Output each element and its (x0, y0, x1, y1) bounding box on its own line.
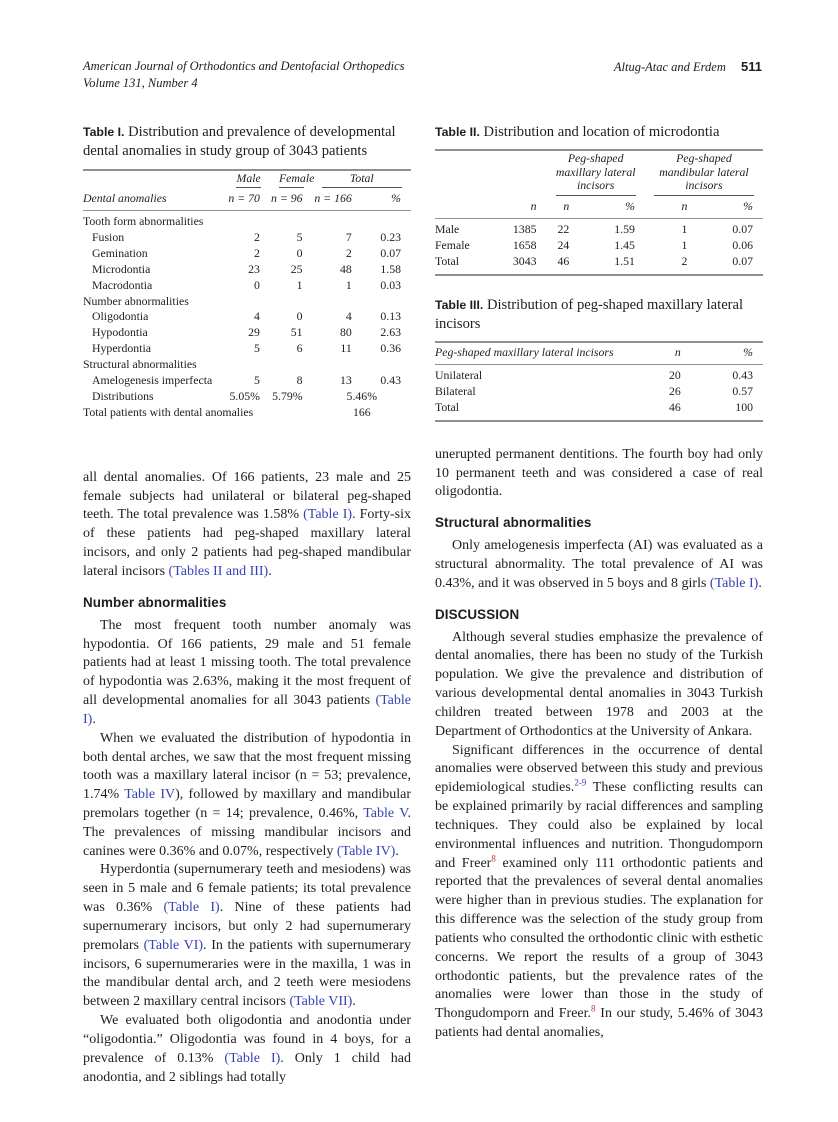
table-2-col-mand-n: n (645, 197, 697, 218)
table-cell: 1.59 (614, 221, 635, 236)
table-cell: 20 (669, 367, 681, 382)
table-cell: Number abnormalities (83, 293, 189, 308)
text-segment: ), followed by maxillary and mandibular premolars together (n = 14; prevalence, 0.46%, (83, 787, 411, 821)
table-3-grid (435, 341, 763, 422)
table-3-header-row (435, 342, 763, 364)
section-heading-number-abnormalities: Number abnormalities (83, 594, 227, 610)
table-1-header-row (83, 189, 411, 210)
running-head (83, 58, 762, 91)
table-cell: Tooth form abnormalities (83, 213, 204, 228)
paragraph-discussion-intro: Although several studies emphasize the prevalence of dental anomalies, there has been no study of the Turkish population. We give the prevalence and distribution of various developmental dental anomalies in 3043 Turkish children treated between 1978 and 2003 at the Department of Orthodontics at the University of Ankara. (435, 629, 763, 739)
citation-reference[interactable]: 8 (491, 852, 496, 863)
table-1-grid (83, 169, 411, 421)
text-segment: . Nine of these patients had supernumerary incisors, but only 2 had supernumerary premolars (83, 900, 412, 953)
table-reference-link[interactable]: (Tables II and III) (168, 563, 269, 579)
table-cell: 1.58 (380, 261, 401, 276)
table-row (83, 210, 411, 229)
table-cell: 0.43 (732, 367, 753, 382)
table-cell: 4 (345, 309, 352, 324)
table-3-col-n: n (638, 342, 690, 364)
table-1-group-header-row (83, 170, 411, 190)
paragraph-oligodontia-continued: unerupted permanent dentitions. The fourth boy had only 10 permanent teeth and was considered a case of real oligodontia. (435, 446, 763, 500)
table-reference-link[interactable]: (Table I) (709, 575, 759, 591)
table-row (83, 325, 411, 341)
table-3 (435, 296, 763, 422)
table-cell: 2 (345, 245, 352, 260)
table-cell: Hyperdontia (92, 341, 151, 356)
table-cell: 7 (345, 229, 352, 244)
table-cell: 1.45 (614, 237, 635, 252)
citation-reference[interactable]: 2-9 (574, 777, 587, 788)
table-row (83, 262, 411, 278)
table-cell: 5.46% (346, 388, 378, 403)
table-2-col-max-n: n (547, 197, 580, 218)
table-2-col-max-percent: % (579, 197, 645, 218)
table-cell: 0.03 (380, 277, 401, 292)
table-reference-link[interactable]: (Table IV) (336, 843, 396, 859)
table-row (83, 230, 411, 246)
table-1-group-male: Male (227, 170, 270, 190)
table-cell: Distributions (92, 388, 154, 403)
table-cell: 0.06 (732, 237, 753, 252)
text-segment: all dental anomalies. Of 166 patients, 23 male and 25 female subjects had unilateral or bilateral peg-shaped teeth. The total prevalence was 1.58% (83, 469, 411, 523)
table-cell: Total (435, 399, 460, 414)
table-row (83, 246, 411, 262)
table-cell: 2 (254, 245, 260, 260)
table-cell: 25 (290, 261, 303, 276)
table-3-col-percent: % (691, 342, 763, 364)
table-cell: 13 (339, 373, 352, 388)
table-reference-link[interactable]: (Table VII) (289, 994, 353, 1010)
table-cell: 11 (340, 341, 352, 356)
text-segment: . The prevalences of missing mandibular incisors and canines were 0.36% and 0.07%, respectively (83, 806, 412, 859)
table-cell: Total (435, 253, 460, 268)
text-segment: . (92, 711, 96, 727)
table-cell: 2 (681, 253, 688, 268)
text-segment: . (758, 575, 762, 591)
table-3-col-label: Peg-shaped maxillary lateral incisors (435, 342, 638, 364)
table-reference-link[interactable]: Table V (363, 806, 408, 821)
table-cell: 0.07 (732, 253, 753, 268)
table-reference-link[interactable]: (Table I) (303, 507, 353, 523)
section-heading-discussion: DISCUSSION (435, 606, 520, 622)
table-3-label: Table III. (435, 297, 484, 312)
table-row (83, 294, 411, 310)
table-cell: 0.57 (732, 383, 753, 398)
table-cell: 2 (254, 229, 260, 244)
table-cell: Male (435, 221, 460, 236)
table-3-caption (435, 296, 763, 335)
citation-reference[interactable]: 8 (591, 1003, 596, 1014)
table-cell: 1 (296, 277, 303, 292)
table-1-group-female: Female (270, 170, 313, 190)
table-cell: 46 (557, 253, 570, 268)
table-cell: 5 (254, 373, 260, 388)
table-cell: 1658 (512, 237, 537, 252)
paragraph-discussion-differences (435, 742, 763, 1043)
left-column (83, 123, 411, 1087)
table-1-group-total: Total (313, 170, 411, 190)
table-row (435, 384, 763, 400)
section-heading-structural-abnormalities: Structural abnormalities (435, 515, 592, 531)
table-cell: 0.43 (380, 373, 401, 388)
table-1-col-female-n: n = 96 (270, 189, 313, 210)
table-cell: 0 (254, 277, 260, 292)
table-row (83, 309, 411, 325)
table-cell: Fusion (92, 229, 125, 244)
table-cell: 3043 (512, 253, 537, 268)
table-cell: 5 (254, 341, 260, 356)
table-cell: Total patients with dental anomalies (83, 404, 254, 419)
table-cell: 8 (296, 373, 303, 388)
table-cell: 4 (254, 309, 260, 324)
table-cell: 48 (339, 261, 352, 276)
right-column (435, 123, 763, 1087)
table-1-col-percent: % (362, 189, 411, 210)
text-segment: . (352, 994, 356, 1010)
paragraph-amelogenesis (435, 537, 763, 593)
table-3-body (435, 364, 763, 420)
table-cell: Unilateral (435, 367, 483, 382)
paragraph-hypodontia (83, 617, 411, 730)
table-row (83, 357, 411, 373)
table-row (83, 389, 411, 405)
text-segment: Hyperdontia (supernumerary teeth and mesiodens) was seen in 5 male and 6 female patients; its total prevalence was 0.36% (83, 862, 411, 916)
running-head-right (614, 58, 762, 76)
text-segment: . (268, 563, 272, 579)
table-2-group-header-row (435, 150, 763, 197)
table-cell: Bilateral (435, 383, 476, 398)
table-cell: 1.51 (614, 253, 635, 268)
table-cell: Structural abnormalities (83, 357, 197, 372)
table-cell: Oligodontia (92, 309, 149, 324)
text-segment: . Forty-six of these patients had peg-shaped maxillary lateral incisors, and only 2 patients had peg-shaped mandibular lateral incisors (83, 507, 411, 579)
table-cell: 0.07 (380, 245, 401, 260)
table-cell: 5.05% (229, 388, 260, 403)
table-1-body (83, 210, 411, 420)
table-cell: Gemination (92, 245, 148, 260)
table-cell: 2.63 (380, 325, 401, 340)
text-segment: These conflicting results can be explained primarily by racial differences and sampling techniques. They could also be explained by local environmental influences and nutrition. Thongudomporn and Freer (435, 780, 763, 871)
table-1-col-dental-anomalies: Dental anomalies (83, 189, 227, 210)
text-segment: When we evaluated the distribution of hypodontia in both dental arches, we saw that the most frequent missing tooth was a maxillary lateral incisor (n = 53; prevalence, 1.74% (83, 730, 411, 803)
table-2-title: Distribution and location of microdontia (483, 124, 720, 140)
table-cell: 1 (681, 221, 688, 236)
running-authors: Altug-Atac and Erdem (613, 60, 726, 74)
table-cell: 46 (669, 399, 681, 414)
table-row (83, 373, 411, 389)
table-cell: 1 (345, 277, 352, 292)
table-2-group-mandibular: Peg-shaped mandibular lateral incisors (645, 150, 763, 197)
table-row (83, 278, 411, 294)
table-cell: 26 (669, 383, 681, 398)
text-segment: The most frequent tooth number anomaly was hypodontia. Of 166 patients, 29 male and 51 female patients had at least 1 missing tooth. The total prevalence of hypodontia was 2.63%, making it the most frequent of all developmental anomalies for all 3043 patients (83, 617, 411, 709)
paragraph-peg-shaped (83, 469, 411, 582)
table-3-title: Distribution of peg-shaped maxillary lateral incisors (435, 296, 744, 332)
table-cell: 23 (248, 261, 260, 276)
table-row (435, 254, 763, 275)
table-cell: 5.79% (272, 388, 303, 403)
table-cell: 1 (681, 237, 688, 252)
table-1 (83, 123, 411, 421)
table-row (435, 238, 763, 254)
table-1-title: Distribution and prevalence of developmental dental anomalies in study group of 3043 patients (83, 124, 396, 160)
paragraph-hypodontia-distribution (83, 730, 411, 862)
table-row (83, 341, 411, 357)
table-1-caption (83, 123, 411, 162)
table-row (435, 218, 763, 237)
table-cell: 29 (248, 325, 260, 340)
text-segment: In our study, 5.46% of 3043 patients had dental anomalies, (435, 1006, 763, 1041)
table-1-col-male-n: n = 70 (227, 189, 270, 210)
two-column-layout (83, 123, 762, 1087)
table-cell: Amelogenesis imperfecta (92, 373, 213, 388)
table-reference-link[interactable]: (Table VI) (143, 937, 204, 953)
table-cell: 0.23 (380, 229, 401, 244)
table-cell: 5 (296, 229, 303, 244)
paragraph-hyperdontia (83, 861, 411, 1012)
table-cell: 166 (352, 404, 371, 419)
table-cell: 0.36 (380, 341, 401, 356)
table-cell: Female (435, 237, 470, 252)
table-cell: Hypodontia (92, 325, 148, 340)
text-segment: . In the patients with supernumerary incisors, 6 supernumeraries were in the maxilla, 1 was in the mandibular dental arch, and 2 teeth were mesiodens between 2 maxillary central incisors (83, 937, 411, 1010)
table-cell: 100 (735, 399, 753, 414)
table-2-caption (435, 123, 763, 142)
table-row (435, 364, 763, 383)
table-cell: Microdontia (92, 261, 151, 276)
table-cell: Macrodontia (92, 277, 153, 292)
text-segment: Significant differences in the occurrence of dental anomalies were observed between this study and previous epidemiological studies. (435, 742, 763, 796)
table-cell: 0.07 (732, 221, 753, 236)
table-reference-link[interactable]: (Table I) (224, 1050, 281, 1066)
table-2-header-row (435, 197, 763, 218)
table-cell: 22 (557, 221, 570, 236)
table-reference-link[interactable]: Table IV (124, 787, 176, 803)
table-2-col-n: n (484, 197, 546, 218)
journal-title: American Journal of Orthodontics and Dentofacial Orthopedics (83, 59, 405, 73)
table-cell: 0 (296, 245, 303, 260)
table-2-label: Table II. (435, 125, 480, 139)
page-number: 511 (741, 59, 762, 74)
table-cell: 1385 (512, 221, 537, 236)
text-segment: . (395, 843, 399, 859)
table-cell: 0 (296, 309, 303, 324)
table-2-col-mand-percent: % (697, 197, 763, 218)
table-1-label: Table I. (83, 125, 125, 139)
text-segment: examined only 111 orthodontic patients and reported that the prevalences of several dental anomalies were higher than in previous studies. The explanation for this difference was the selection of the study group from patients who consulted the orthodontic clinic with esthetic concerns. We report the results of a group of 3043 orthodontic patients, but the prevalence rates of the anomalies were lower than those in the study of Thongudomporn and Freer. (435, 855, 763, 1022)
text-segment: We evaluated both oligodontia and anodontia under “oligodontia.” Oligodontia was found in 4 boys, for a prevalence of 0.13% (83, 1013, 411, 1066)
table-cell: 0.13 (380, 309, 401, 324)
text-segment: Only amelogenesis imperfecta (AI) was evaluated as a structural abnormality. The total prevalence of AI was 0.43%, and it was observed in 5 boys and 8 girls (435, 538, 763, 591)
table-cell: 51 (290, 325, 303, 340)
table-2-grid (435, 149, 763, 275)
table-reference-link[interactable]: (Table I) (83, 693, 411, 727)
table-reference-link[interactable]: (Table I) (163, 900, 220, 916)
table-cell: 24 (557, 237, 570, 252)
table-row (435, 400, 763, 421)
journal-identification (83, 58, 405, 91)
table-2 (435, 123, 763, 276)
table-1-col-total-n: n = 166 (313, 189, 362, 210)
table-2-body (435, 218, 763, 274)
table-2-group-maxillary: Peg-shaped maxillary lateral incisors (547, 150, 645, 197)
table-row (83, 405, 411, 421)
journal-volume-issue: Volume 131, Number 4 (83, 75, 198, 90)
table-cell: 6 (296, 341, 303, 356)
paragraph-oligodontia (83, 1012, 411, 1087)
table-cell: 80 (339, 325, 352, 340)
text-segment: . Only 1 child had anodontia, and 2 siblings had totally (83, 1050, 411, 1085)
